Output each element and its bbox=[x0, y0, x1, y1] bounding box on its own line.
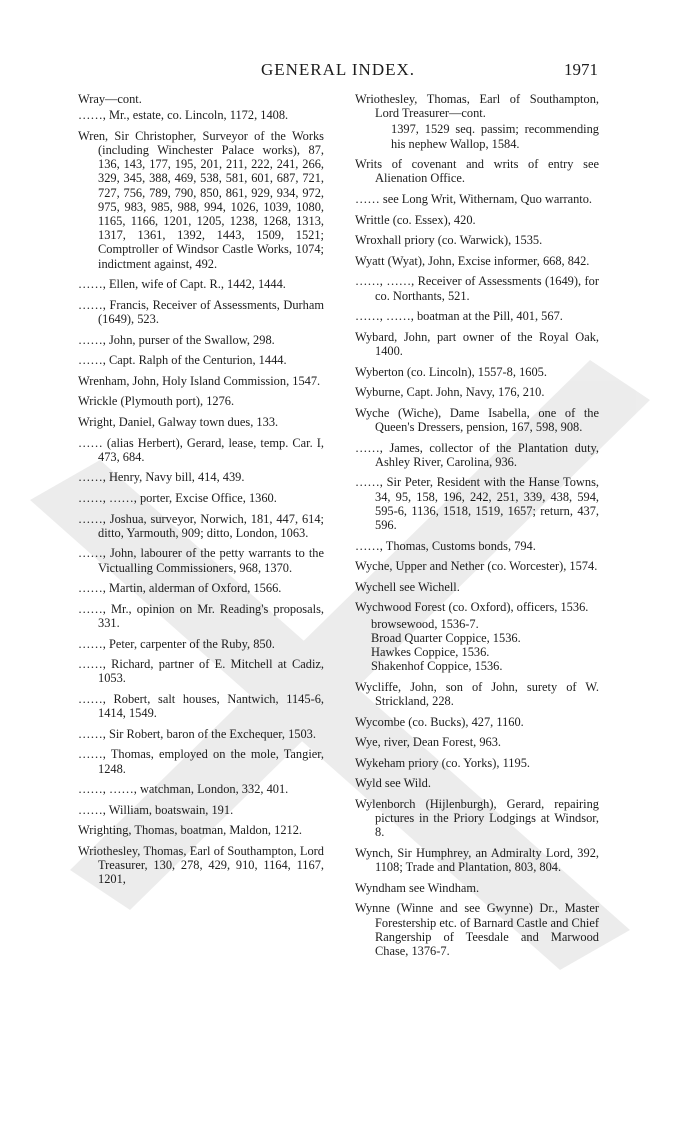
index-entry: ……, Martin, alderman of Oxford, 1566. bbox=[78, 581, 282, 596]
index-entry: ……, Sir Peter, Resident with the Hanse Towns, 34, 95, 158, 196, 242, 251, 339, 438, 594, 595-6, 1136, 1518, 1519, 1657; return, 437, 596. bbox=[355, 475, 599, 532]
index-subentry: Broad Quarter Coppice, 1536. bbox=[371, 630, 521, 645]
index-entry: ……, Francis, Receiver of Assessments, Durham (1649), 523. bbox=[78, 297, 324, 327]
index-entry: ……, ……, watchman, London, 332, 401. bbox=[78, 782, 289, 797]
index-entry: ……, Peter, carpenter of the Ruby, 850. bbox=[78, 636, 275, 651]
page-title: GENERAL INDEX. bbox=[260, 60, 416, 79]
index-entry: Wyld see Wild. bbox=[355, 776, 431, 791]
index-entry: ……, Joshua, surveyor, Norwich, 181, 447, 614; ditto, Yarmouth, 909; ditto, London, 1063. bbox=[78, 511, 324, 540]
index-subentry: Hawkes Coppice, 1536. bbox=[371, 644, 490, 659]
index-entry: Wychwood Forest (co. Oxford), officers, 1536. bbox=[355, 600, 589, 615]
index-entry: Wroxhall priory (co. Warwick), 1535. bbox=[355, 233, 543, 248]
index-entry: …… (alias Herbert), Gerard, lease, temp. Car. I, 473, 684. bbox=[78, 435, 324, 464]
index-entry: ……, Henry, Navy bill, 414, 439. bbox=[78, 470, 245, 485]
index-entry: ……, John, labourer of the petty warrants to the Victualling Commissioners, 968, 1370. bbox=[78, 546, 324, 575]
page-header bbox=[78, 60, 598, 84]
index-entry: Wycliffe, John, son of John, surety of W. Strickland, 228. bbox=[355, 679, 599, 708]
index-column-left bbox=[78, 92, 324, 893]
index-entry: Wychell see Wichell. bbox=[355, 579, 460, 594]
index-entry: Writs of covenant and writs of entry see Alienation Office. bbox=[355, 157, 599, 186]
index-entry: Wrickle (Plymouth port), 1276. bbox=[78, 394, 235, 409]
index-entry: ……, Robert, salt houses, Nantwich, 1145-6, 1414, 1549. bbox=[78, 691, 324, 721]
index-entry: Wynch, Sir Humphrey, an Admiralty Lord, 392, 1108; Trade and Plantation, 803, 804. bbox=[355, 845, 599, 875]
index-entry: Wynne (Winne and see Gwynne) Dr., Master Forestership etc. of Barnard Castle and Chief Rangership of Teesdale and Marwood Chase, 1376-7. bbox=[355, 901, 599, 958]
index-entry: Wriothesley, Thomas, Earl of Southampton, Lord Treasurer, 130, 278, 429, 910, 1164, 1167, 1201, bbox=[78, 843, 324, 887]
index-entry: ……, Thomas, Customs bonds, 794. bbox=[355, 538, 536, 553]
index-entry: Wylenborch (Hijlenburgh), Gerard, repairing pictures in the Priory Lodgings at Windsor, 8. bbox=[355, 796, 599, 840]
index-entry: ……, Mr., opinion on Mr. Reading's proposals, 331. bbox=[78, 601, 324, 630]
index-entry: ……, John, purser of the Swallow, 298. bbox=[78, 332, 275, 347]
index-entry: Wyndham see Windham. bbox=[355, 880, 480, 895]
index-entry: Wye, river, Dean Forest, 963. bbox=[355, 735, 502, 750]
index-entry: ……, James, collector of the Plantation duty, Ashley River, Carolina, 936. bbox=[355, 440, 599, 469]
index-entry: ……, Capt. Ralph of the Centurion, 1444. bbox=[78, 353, 287, 368]
index-entry: ……, Thomas, employed on the mole, Tangier, 1248. bbox=[78, 747, 324, 776]
index-subentry: Shakenhof Coppice, 1536. bbox=[371, 659, 503, 674]
index-entry: ……, Richard, partner of E. Mitchell at Cadiz, 1053. bbox=[78, 657, 324, 686]
index-entry: ……, Mr., estate, co. Lincoln, 1172, 1408. bbox=[78, 108, 289, 123]
index-entry: Wright, Daniel, Galway town dues, 133. bbox=[78, 414, 279, 429]
index-entry: Wykeham priory (co. Yorks), 1195. bbox=[355, 755, 530, 770]
index-entry: ……, William, boatswain, 191. bbox=[78, 802, 234, 817]
index-entry: ……, Ellen, wife of Capt. R., 1442, 1444. bbox=[78, 277, 286, 292]
index-entry: 1397, 1529 seq. passim; recommending his nephew Wallop, 1584. bbox=[391, 122, 599, 151]
index-entry: Wrenham, John, Holy Island Commission, 1547. bbox=[78, 373, 321, 388]
index-entry: Writtle (co. Essex), 420. bbox=[355, 212, 476, 227]
index-entry: ……, ……, Receiver of Assessments (1649), for co. Northants, 521. bbox=[355, 274, 599, 303]
index-entry: ……, ……, porter, Excise Office, 1360. bbox=[78, 490, 277, 505]
index-entry: …… see Long Writ, Withernam, Quo warranto. bbox=[355, 192, 593, 206]
index-entry: Wyatt (Wyat), John, Excise informer, 668, 842. bbox=[355, 253, 590, 268]
index-entry: Wray—cont. bbox=[78, 92, 142, 106]
index-entry: Wyberton (co. Lincoln), 1557-8, 1605. bbox=[355, 364, 547, 379]
index-entry: Wyburne, Capt. John, Navy, 176, 210. bbox=[355, 385, 545, 400]
index-entry: Wriothesley, Thomas, Earl of Southampton, Lord Treasurer—cont. bbox=[355, 92, 599, 121]
index-entry: Wren, Sir Christopher, Surveyor of the Works (including Winchester Palace works), 87, 136, 143, 177, 195, 201, 211, 222, 241, 266, 329, 345, 388, 469, 538, 581, 601, 687, 721, 727, 756, 789, 790, 850, 861, 929, 934, 972, 975, 983, 985, 988, 994, 1026, 1039, 1080, 1165, 1166, 1201, 1205, 1238, 1268, 1313, 1317, 1361, 1392, 1443, 1509, 1521; Comptroller of Windsor Castle Works, 1074; indictment against, 492. bbox=[78, 128, 324, 271]
index-entry: Wycombe (co. Bucks), 427, 1160. bbox=[355, 714, 524, 729]
page-number: 1971 bbox=[564, 60, 598, 79]
index-entry: Wyche, Upper and Nether (co. Worcester), 1574. bbox=[355, 559, 598, 574]
index-column-right bbox=[355, 92, 599, 965]
index-entry: ……, Sir Robert, baron of the Exchequer, 1503. bbox=[78, 726, 316, 741]
index-entry: Wrighting, Thomas, boatman, Maldon, 1212. bbox=[78, 823, 302, 838]
index-subentry: browsewood, 1536-7. bbox=[371, 616, 479, 631]
index-entry: Wybard, John, part owner of the Royal Oak, 1400. bbox=[355, 329, 599, 358]
index-entry: Wyche (Wiche), Dame Isabella, one of the Queen's Dressers, pension, 167, 598, 908. bbox=[355, 405, 599, 434]
index-entry: ……, ……, boatman at the Pill, 401, 567. bbox=[355, 309, 563, 324]
